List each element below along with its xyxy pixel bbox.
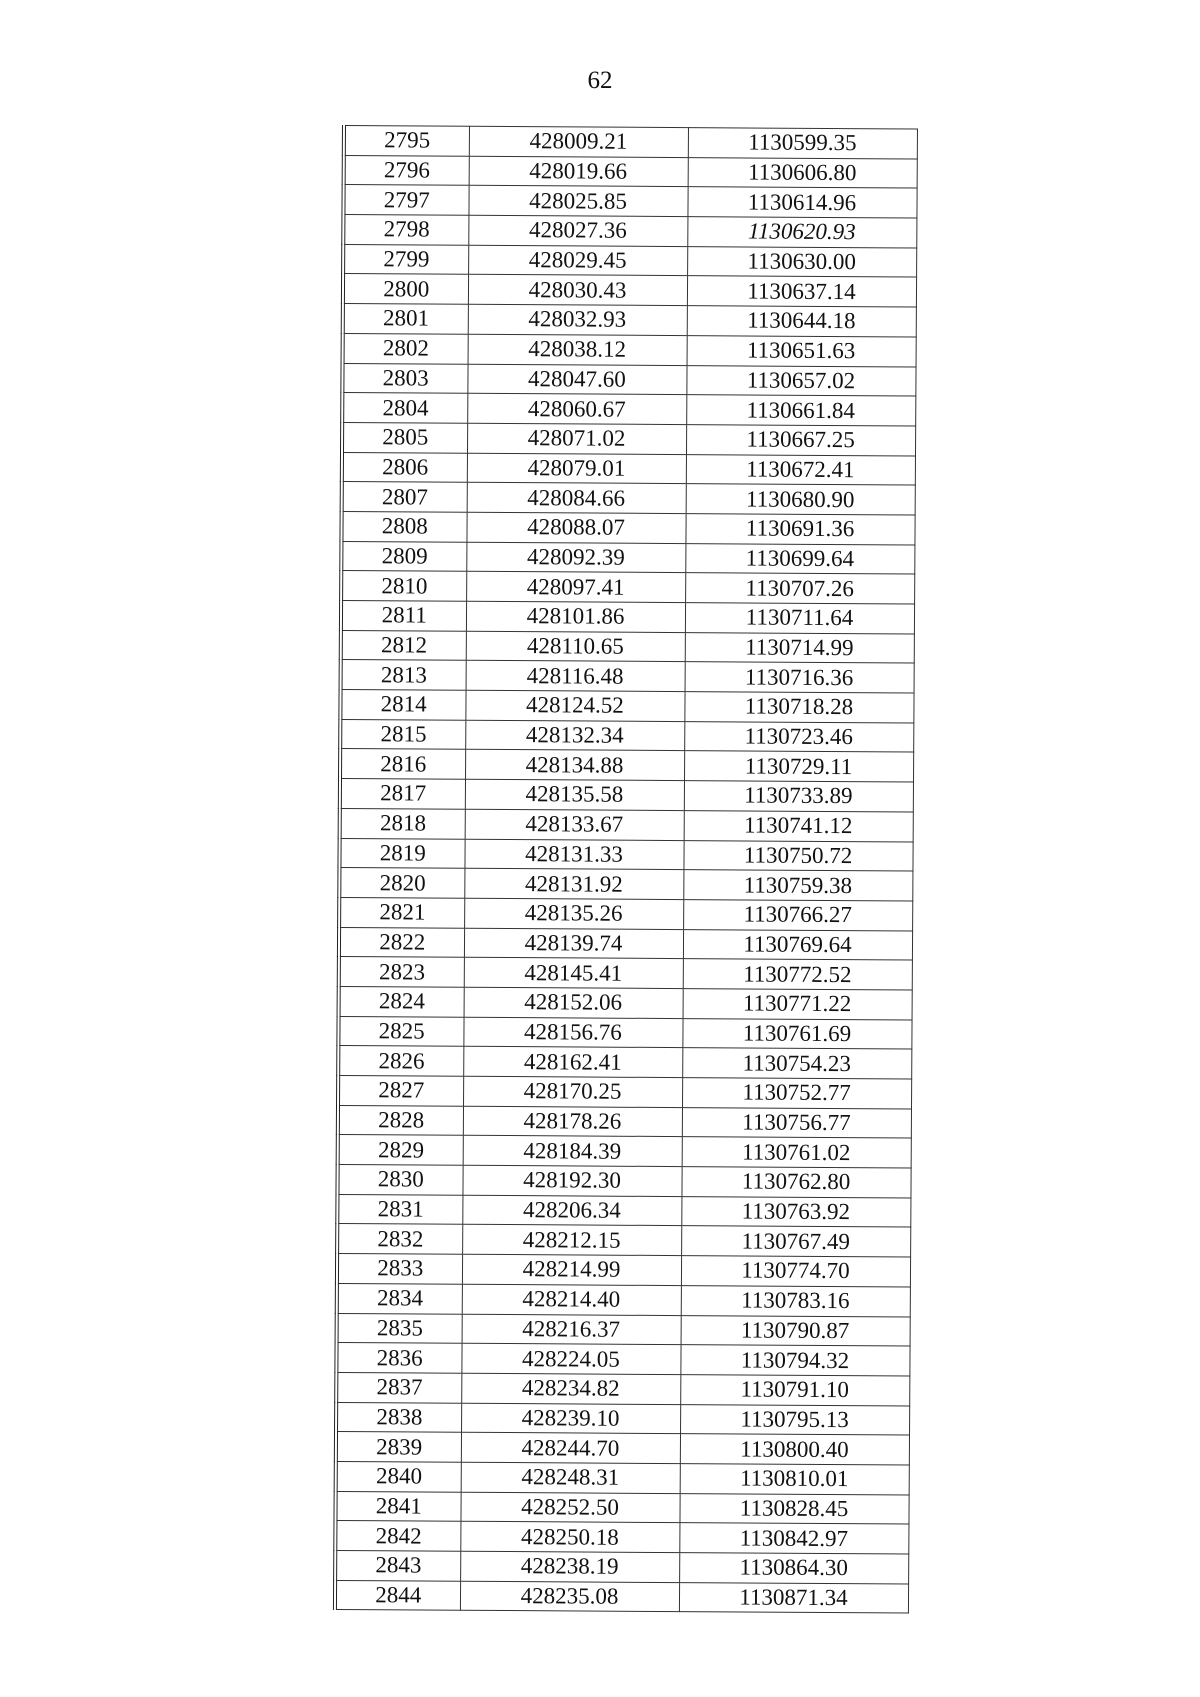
y-coordinate-cell: 1130790.87 (681, 1315, 910, 1346)
y-coordinate-cell: 1130864.30 (679, 1553, 908, 1584)
table-row (335, 1550, 908, 1583)
table-row (336, 1372, 909, 1405)
coordinate-table-body (335, 126, 917, 1614)
point-number-cell: 2821 (339, 897, 464, 927)
x-coordinate-cell: 428192.30 (462, 1165, 681, 1196)
table-row (339, 897, 912, 930)
point-number-cell: 2797 (343, 185, 468, 215)
y-coordinate-cell: 1130842.97 (679, 1523, 908, 1554)
point-number-cell: 2812 (341, 630, 466, 660)
table-row (344, 126, 917, 159)
x-coordinate-cell: 428134.88 (465, 750, 684, 781)
table-row (338, 1105, 911, 1138)
point-number-cell: 2836 (336, 1343, 461, 1373)
y-coordinate-cell: 1130795.13 (680, 1404, 909, 1435)
x-coordinate-cell: 428206.34 (462, 1195, 681, 1226)
table-row (343, 215, 916, 248)
point-number-cell: 2822 (339, 927, 464, 957)
table-row (341, 601, 914, 634)
x-coordinate-cell: 428170.25 (463, 1076, 682, 1107)
x-coordinate-cell: 428235.08 (460, 1581, 679, 1612)
y-coordinate-cell: 1130711.64 (685, 603, 914, 634)
point-number-cell: 2801 (343, 304, 468, 334)
point-number-cell: 2827 (338, 1075, 463, 1105)
point-number-cell: 2808 (341, 511, 466, 541)
y-coordinate-cell: 1130774.70 (681, 1256, 910, 1287)
table-row (343, 304, 916, 337)
x-coordinate-cell: 428178.26 (463, 1106, 682, 1137)
y-coordinate-cell: 1130714.99 (685, 632, 914, 663)
x-coordinate-cell: 428212.15 (462, 1225, 681, 1256)
x-coordinate-cell: 428252.50 (460, 1492, 679, 1523)
y-coordinate-cell: 1130771.22 (683, 989, 912, 1020)
point-number-cell: 2835 (337, 1313, 462, 1343)
point-number-cell: 2832 (337, 1224, 462, 1254)
table-row (337, 1165, 910, 1198)
point-number-cell: 2843 (335, 1550, 460, 1580)
y-coordinate-cell: 1130644.18 (687, 306, 916, 337)
table-row (341, 541, 914, 574)
x-coordinate-cell: 428239.10 (461, 1403, 680, 1434)
table-row (337, 1254, 910, 1287)
y-coordinate-cell: 1130716.36 (685, 662, 914, 693)
point-number-cell: 2802 (343, 333, 468, 363)
point-number-cell: 2809 (341, 541, 466, 571)
point-number-cell: 2816 (340, 749, 465, 779)
point-number-cell: 2820 (339, 868, 464, 898)
table-row (336, 1432, 909, 1465)
point-number-cell: 2834 (337, 1283, 462, 1313)
y-coordinate-cell: 1130800.40 (680, 1434, 909, 1465)
y-coordinate-cell: 1130672.41 (686, 454, 915, 485)
table-row (343, 274, 916, 307)
point-number-cell: 2813 (341, 660, 466, 690)
y-coordinate-cell: 1130794.32 (680, 1345, 909, 1376)
x-coordinate-cell: 428145.41 (464, 958, 683, 989)
table-row (342, 393, 915, 426)
point-number-cell: 2833 (337, 1254, 462, 1284)
point-number-cell: 2810 (341, 571, 466, 601)
point-number-cell: 2795 (344, 126, 469, 156)
table-row (342, 363, 915, 396)
y-coordinate-cell: 1130707.26 (685, 573, 914, 604)
table-row (337, 1194, 910, 1227)
table-row (343, 185, 916, 218)
table-row (342, 452, 915, 485)
point-number-cell: 2829 (338, 1135, 463, 1165)
y-coordinate-cell: 1130767.49 (681, 1226, 910, 1257)
point-number-cell: 2826 (338, 1046, 463, 1076)
y-coordinate-cell: 1130783.16 (681, 1285, 910, 1316)
point-number-cell: 2804 (342, 393, 467, 423)
table-row (343, 333, 916, 366)
y-coordinate-cell: 1130761.02 (682, 1137, 911, 1168)
x-coordinate-cell: 428038.12 (468, 334, 687, 365)
x-coordinate-cell: 428131.92 (464, 868, 683, 899)
point-number-cell: 2842 (335, 1521, 460, 1551)
table-row (339, 957, 912, 990)
point-number-cell: 2838 (336, 1402, 461, 1432)
table-row (344, 155, 917, 188)
point-number-cell: 2805 (342, 422, 467, 452)
x-coordinate-cell: 428097.41 (466, 572, 685, 603)
y-coordinate-cell: 1130606.80 (688, 157, 917, 188)
x-coordinate-cell: 428025.85 (468, 186, 687, 217)
table-row (335, 1521, 908, 1554)
x-coordinate-cell: 428214.40 (462, 1284, 681, 1315)
x-coordinate-cell: 428132.34 (465, 720, 684, 751)
y-coordinate-cell: 1130657.02 (686, 365, 915, 396)
y-coordinate-cell: 1130810.01 (680, 1464, 909, 1495)
x-coordinate-cell: 428131.33 (464, 839, 683, 870)
point-number-cell: 2825 (338, 1016, 463, 1046)
table-row (335, 1491, 908, 1524)
y-coordinate-cell: 1130754.23 (682, 1048, 911, 1079)
table-row (339, 927, 912, 960)
point-number-cell: 2824 (339, 986, 464, 1016)
y-coordinate-cell: 1130651.63 (687, 335, 916, 366)
x-coordinate-cell: 428238.19 (460, 1551, 679, 1582)
x-coordinate-cell: 428135.58 (465, 779, 684, 810)
x-coordinate-cell: 428101.86 (466, 601, 685, 632)
table-row (340, 690, 913, 723)
point-number-cell: 2815 (340, 719, 465, 749)
y-coordinate-cell: 1130661.84 (686, 395, 915, 426)
x-coordinate-cell: 428124.52 (465, 690, 684, 721)
table-row (336, 1461, 909, 1494)
table-row (341, 511, 914, 544)
x-coordinate-cell: 428216.37 (462, 1314, 681, 1345)
x-coordinate-cell: 428116.48 (466, 661, 685, 692)
table-row (339, 838, 912, 871)
y-coordinate-cell: 1130667.25 (686, 424, 915, 455)
table-row (342, 422, 915, 455)
y-coordinate-cell: 1130759.38 (683, 870, 912, 901)
y-coordinate-cell: 1130763.92 (681, 1196, 910, 1227)
point-number-cell: 2818 (340, 808, 465, 838)
page-number: 62 (587, 67, 613, 94)
x-coordinate-cell: 428224.05 (461, 1343, 680, 1374)
x-coordinate-cell: 428244.70 (461, 1433, 680, 1464)
point-number-cell: 2828 (338, 1105, 463, 1135)
point-number-cell: 2796 (344, 155, 469, 185)
y-coordinate-cell: 1130766.27 (683, 899, 912, 930)
table-row (337, 1283, 910, 1316)
y-coordinate-cell: 1130699.64 (685, 543, 914, 574)
table-row (339, 868, 912, 901)
y-coordinate-cell: 1130772.52 (683, 959, 912, 990)
point-number-cell: 2823 (339, 957, 464, 987)
table-row (340, 749, 913, 782)
table-row (336, 1402, 909, 1435)
y-coordinate-cell: 1130871.34 (679, 1582, 908, 1613)
point-number-cell: 2799 (343, 244, 468, 274)
y-coordinate-cell: 1130718.28 (684, 692, 913, 723)
x-coordinate-cell: 428071.02 (467, 423, 686, 454)
x-coordinate-cell: 428156.76 (463, 1017, 682, 1048)
point-number-cell: 2800 (343, 274, 468, 304)
point-number-cell: 2839 (336, 1432, 461, 1462)
x-coordinate-cell: 428032.93 (468, 304, 687, 335)
point-number-cell: 2817 (340, 779, 465, 809)
point-number-cell: 2806 (342, 452, 467, 482)
point-number-cell: 2844 (335, 1580, 460, 1610)
x-coordinate-cell: 428088.07 (466, 512, 685, 543)
y-coordinate-cell: 1130691.36 (685, 514, 914, 545)
x-coordinate-cell: 428184.39 (463, 1136, 682, 1167)
x-coordinate-cell: 428060.67 (467, 393, 686, 424)
point-number-cell: 2841 (335, 1491, 460, 1521)
y-coordinate-cell: 1130750.72 (683, 840, 912, 871)
y-coordinate-cell: 1130723.46 (684, 721, 913, 752)
table-row (342, 482, 915, 515)
y-coordinate-cell: 1130756.77 (682, 1107, 911, 1138)
table-row (340, 808, 913, 841)
coordinate-table (333, 125, 918, 1614)
y-coordinate-cell: 1130729.11 (684, 751, 913, 782)
y-coordinate-cell: 1130752.77 (682, 1078, 911, 1109)
table-row (338, 1046, 911, 1079)
table-row (341, 660, 914, 693)
x-coordinate-cell: 428214.99 (462, 1254, 681, 1285)
x-coordinate-cell: 428234.82 (461, 1373, 680, 1404)
table-row (340, 719, 913, 752)
y-coordinate-cell: 1130791.10 (680, 1374, 909, 1405)
y-coordinate-cell: 1130614.96 (687, 187, 916, 218)
y-coordinate-cell: 1130769.64 (683, 929, 912, 960)
y-coordinate-cell: 1130637.14 (687, 276, 916, 307)
y-coordinate-cell: 1130761.69 (682, 1018, 911, 1049)
point-number-cell: 2831 (337, 1194, 462, 1224)
point-number-cell: 2819 (339, 838, 464, 868)
y-coordinate-cell: 1130762.80 (681, 1167, 910, 1198)
x-coordinate-cell: 428009.21 (469, 126, 688, 157)
x-coordinate-cell: 428162.41 (463, 1047, 682, 1078)
x-coordinate-cell: 428019.66 (469, 156, 688, 187)
point-number-cell: 2803 (342, 363, 467, 393)
x-coordinate-cell: 428135.26 (464, 898, 683, 929)
table-row (341, 571, 914, 604)
table-row (338, 1016, 911, 1049)
point-number-cell: 2830 (337, 1165, 462, 1195)
x-coordinate-cell: 428027.36 (468, 215, 687, 246)
x-coordinate-cell: 428047.60 (467, 364, 686, 395)
y-coordinate-cell: 1130828.45 (679, 1493, 908, 1524)
table-row (340, 779, 913, 812)
table-row (336, 1343, 909, 1376)
x-coordinate-cell: 428029.45 (468, 245, 687, 276)
point-number-cell: 2840 (336, 1461, 461, 1491)
point-number-cell: 2837 (336, 1372, 461, 1402)
point-number-cell: 2814 (340, 690, 465, 720)
y-coordinate-cell: 1130733.89 (684, 781, 913, 812)
table-row (338, 1135, 911, 1168)
table-row (339, 986, 912, 1019)
table-row (337, 1224, 910, 1257)
table-row (338, 1075, 911, 1108)
x-coordinate-cell: 428250.18 (460, 1522, 679, 1553)
table-row (341, 630, 914, 663)
y-coordinate-cell: 1130680.90 (686, 484, 915, 515)
x-coordinate-cell: 428110.65 (466, 631, 685, 662)
y-coordinate-cell: 1130620.93 (687, 217, 916, 248)
x-coordinate-cell: 428133.67 (465, 809, 684, 840)
x-coordinate-cell: 428139.74 (464, 928, 683, 959)
point-number-cell: 2798 (343, 215, 468, 245)
table-row (335, 1580, 908, 1613)
point-number-cell: 2811 (341, 601, 466, 631)
y-coordinate-cell: 1130630.00 (687, 246, 916, 277)
x-coordinate-cell: 428084.66 (467, 483, 686, 514)
x-coordinate-cell: 428248.31 (461, 1462, 680, 1493)
x-coordinate-cell: 428030.43 (468, 275, 687, 306)
y-coordinate-cell: 1130741.12 (684, 810, 913, 841)
y-coordinate-cell: 1130599.35 (688, 128, 917, 159)
x-coordinate-cell: 428152.06 (464, 987, 683, 1018)
point-number-cell: 2807 (342, 482, 467, 512)
x-coordinate-cell: 428092.39 (466, 542, 685, 573)
table-row (343, 244, 916, 277)
table-row (337, 1313, 910, 1346)
x-coordinate-cell: 428079.01 (467, 453, 686, 484)
